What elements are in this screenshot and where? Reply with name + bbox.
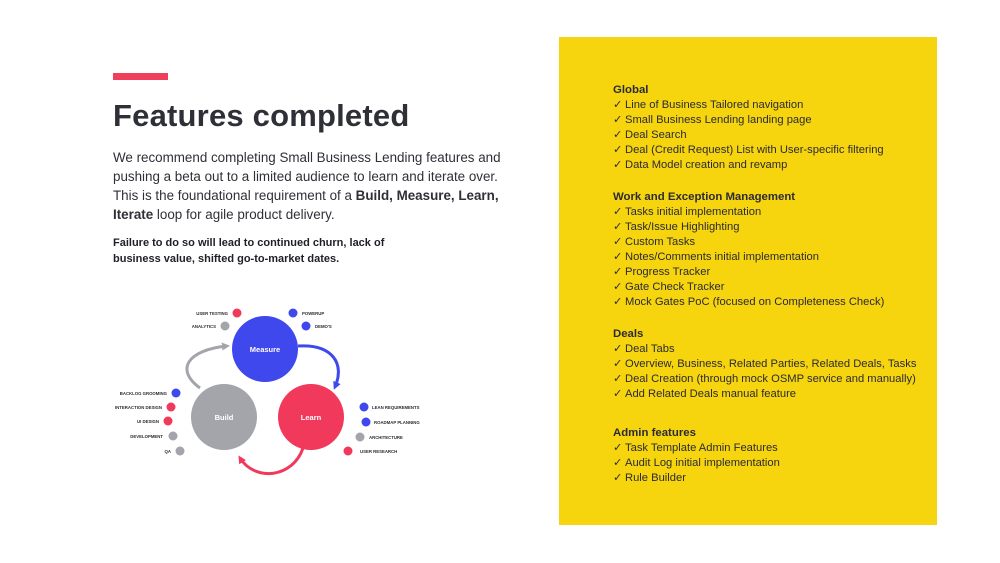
page-title: Features completed (113, 98, 410, 133)
measure-item-dot (221, 322, 230, 331)
check-icon: ✓ (613, 144, 623, 156)
section-heading: Global (613, 84, 649, 96)
intro-text-1: We recommend completing Small Business Lending features and pushing a beta out to a limited audience to learn and iterate over. This is the foundational requirement of a (113, 150, 501, 203)
feature-item-label: Task/Issue Highlighting (625, 221, 740, 233)
feature-item (613, 387, 933, 402)
check-icon: ✓ (613, 442, 623, 454)
measure-item-label: ANALYTICS (191, 324, 216, 329)
feature-item-label: Small Business Lending landing page (625, 114, 812, 126)
section-deals (613, 327, 933, 402)
learn-label: Learn (300, 413, 322, 422)
check-icon: ✓ (613, 296, 623, 308)
feature-item-label: Deal Tabs (625, 343, 675, 355)
check-icon: ✓ (613, 114, 623, 126)
check-icon: ✓ (613, 206, 623, 218)
feature-item (613, 205, 933, 220)
feature-item (613, 342, 933, 357)
build-item-dot (164, 417, 173, 426)
feature-item (613, 265, 933, 280)
measure-item-dot (302, 322, 311, 331)
check-icon: ✓ (613, 236, 623, 248)
feature-item-label: Mock Gates PoC (focused on Completeness Check) (625, 296, 885, 308)
learn-item-dot (360, 403, 369, 412)
feature-item-label: Task Template Admin Features (625, 442, 778, 454)
build-item-label: INTERACTION DESIGN (114, 405, 162, 410)
feature-item (613, 98, 933, 113)
build-item-label: UI DESIGN (137, 419, 159, 424)
warning-text: Failure to do so will lead to continued churn, lack of business value, shifted go-to-market dates. (113, 237, 385, 265)
check-icon: ✓ (613, 457, 623, 469)
feature-item-label: Tasks initial implementation (625, 206, 762, 218)
measure-item-label: POWERUP (302, 311, 325, 316)
feature-item-label: Progress Tracker (625, 266, 711, 278)
feature-item-label: Deal Creation (through mock OSMP service and manually) (625, 373, 916, 385)
measure-item-label: DEMO'S (315, 324, 332, 329)
feature-item (613, 357, 933, 372)
intro-text-2: loop for agile product delivery. (153, 207, 335, 222)
check-icon: ✓ (613, 251, 623, 263)
intro-bold-text: Build, Measure, Learn, Iterate (113, 188, 499, 222)
check-icon: ✓ (613, 281, 623, 293)
feature-item (613, 220, 933, 235)
build-item-dot (169, 432, 178, 441)
section-heading: Work and Exception Management (613, 191, 796, 203)
feature-item-label: Line of Business Tailored navigation (625, 99, 804, 111)
learn-item-label: ARCHITECTURE (369, 435, 403, 440)
feature-item (613, 280, 933, 295)
feature-item-label: Data Model creation and revamp (625, 159, 788, 171)
feature-item-label: Gate Check Tracker (625, 281, 725, 293)
measure-item-dot (289, 309, 298, 318)
feature-item (613, 158, 933, 173)
build-item-label: DEVELOPMENT (130, 434, 163, 439)
arrow-build-to-measure (187, 346, 227, 388)
learn-item-dot (362, 418, 371, 427)
feature-item (613, 128, 933, 143)
build-label: Build (214, 413, 234, 422)
check-icon: ✓ (613, 358, 623, 370)
check-icon: ✓ (613, 373, 623, 385)
feature-item (613, 471, 933, 486)
arrow-measure-to-learn (298, 346, 338, 387)
check-icon: ✓ (613, 159, 623, 171)
measure-item-label: USER TESTING (196, 311, 228, 316)
features-list (613, 83, 933, 503)
feature-item (613, 113, 933, 128)
arrow-learn-to-build (240, 448, 303, 474)
measure-label: Measure (249, 345, 281, 354)
feature-item-label: Rule Builder (625, 472, 686, 484)
feature-item-label: Custom Tasks (625, 236, 696, 248)
feature-item (613, 143, 933, 158)
build-item-dot (172, 389, 181, 398)
check-icon: ✓ (613, 472, 623, 484)
learn-item-dot (356, 433, 365, 442)
section-admin (613, 426, 933, 486)
features-panel (559, 37, 937, 525)
feature-item-label: Deal Search (625, 129, 687, 141)
intro-paragraph (113, 148, 503, 224)
build-measure-learn-diagram (105, 300, 435, 490)
section-global (613, 83, 933, 173)
section-work-exception (613, 190, 933, 310)
learn-item-label: ROADMAP PLANNING (374, 420, 420, 425)
build-item-dot (176, 447, 185, 456)
learn-item-dot (344, 447, 353, 456)
feature-item-label: Overview, Business, Related Parties, Related Deals, Tasks (625, 358, 917, 370)
check-icon: ✓ (613, 343, 623, 355)
feature-item (613, 250, 933, 265)
feature-item-label: Add Related Deals manual feature (625, 388, 797, 400)
build-item-label: BACKLOG GROOMING (119, 391, 167, 396)
feature-item-label: Audit Log initial implementation (625, 457, 780, 469)
check-icon: ✓ (613, 129, 623, 141)
section-heading: Deals (613, 328, 644, 340)
learn-item-label: LEAN REQUIREMENTS (372, 405, 420, 410)
accent-bar (113, 73, 168, 80)
feature-item-label: Notes/Comments initial implementation (625, 251, 819, 263)
feature-item (613, 295, 933, 310)
build-item-dot (167, 403, 176, 412)
feature-item (613, 372, 933, 387)
learn-item-label: USER RESEARCH (360, 449, 398, 454)
build-item-label: QA (164, 449, 171, 454)
check-icon: ✓ (613, 99, 623, 111)
section-heading: Admin features (613, 427, 696, 439)
check-icon: ✓ (613, 221, 623, 233)
check-icon: ✓ (613, 388, 623, 400)
feature-item (613, 441, 933, 456)
measure-item-dot (233, 309, 242, 318)
feature-item (613, 456, 933, 471)
feature-item (613, 235, 933, 250)
feature-item-label: Deal (Credit Request) List with User-specific filtering (625, 144, 884, 156)
check-icon: ✓ (613, 266, 623, 278)
